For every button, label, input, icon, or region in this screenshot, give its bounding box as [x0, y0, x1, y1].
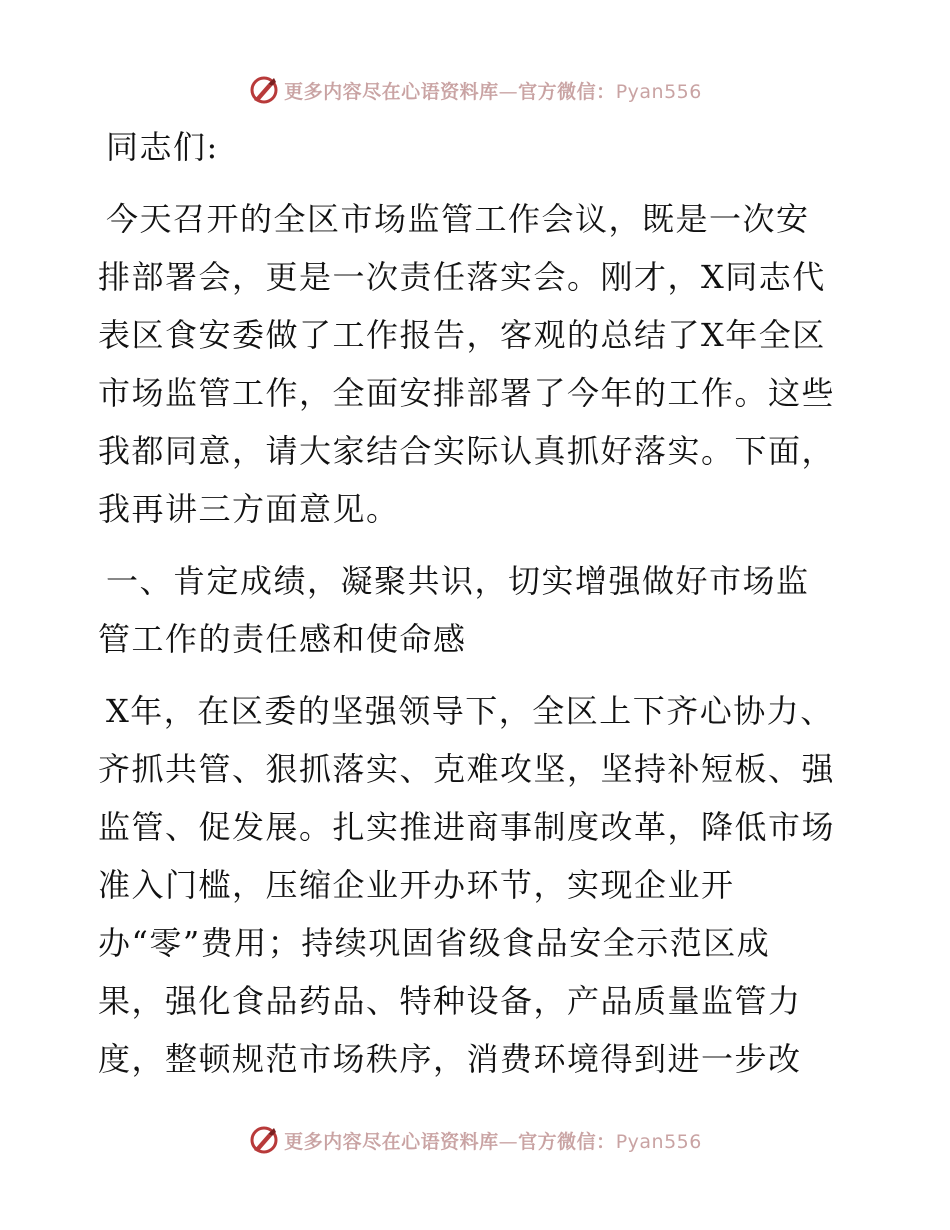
watermark-suffix: 官方微信： — [518, 1130, 616, 1153]
watermark-footer — [0, 1122, 950, 1158]
pen-seal-logo-icon — [248, 1124, 280, 1156]
section-heading-1 — [98, 552, 858, 668]
paragraph-achievements — [98, 682, 858, 1088]
watermark-suffix: 官方微信： — [518, 80, 616, 103]
paragraph-line: 我都同意，请大家结合实际认真抓好落实。下面， — [98, 432, 836, 470]
watermark-brand: 更多内容尽在心语资料库 — [284, 1130, 499, 1153]
paragraph-line: 排部署会，更是一次责任落实会。刚才，X同志代 — [98, 258, 826, 296]
paragraph-line: 办“零”费用；持续巩固省级食品安全示范区成 — [98, 924, 771, 962]
paragraph-line: 今天召开的全区市场监管工作会议，既是一次安 — [106, 200, 810, 238]
paragraph-opening — [98, 190, 858, 538]
watermark-brand: 更多内容尽在心语资料库 — [284, 80, 499, 103]
watermark-text — [284, 1127, 702, 1154]
document-body — [98, 118, 858, 1088]
paragraph-line: X年，在区委的坚强领导下，全区上下齐心协力、 — [106, 692, 834, 730]
heading-line: 管工作的责任感和使命感 — [98, 620, 467, 658]
watermark-header — [0, 72, 950, 108]
paragraph-line: 果，强化食品药品、特种设备，产品质量监管力 — [98, 982, 802, 1020]
paragraph-line: 我再讲三方面意见。 — [98, 490, 400, 528]
watermark-id: Pyan556 — [615, 80, 702, 103]
paragraph-line: 表区食安委做了工作报告，客观的总结了X年全区 — [98, 316, 826, 354]
heading-line: 一、肯定成绩，凝聚共识，切实增强做好市场监 — [106, 562, 810, 600]
paragraph-line: 度，整顿规范市场秩序，消费环境得到进一步改 — [98, 1040, 802, 1078]
paragraph-line: 齐抓共管、狠抓落实、克难攻坚，坚持补短板、强 — [98, 750, 836, 788]
paragraph-line: 监管、促发展。扎实推进商事制度改革，降低市场 — [98, 808, 836, 846]
watermark-text — [284, 77, 702, 104]
watermark-separator: — — [498, 80, 519, 103]
salutation: 同志们: — [106, 128, 219, 166]
paragraph-line: 市场监管工作，全面安排部署了今年的工作。这些 — [98, 374, 836, 412]
watermark-id: Pyan556 — [615, 1130, 702, 1153]
watermark-separator: — — [498, 1130, 519, 1153]
pen-seal-logo-icon — [248, 74, 280, 106]
paragraph-line: 准入门槛，压缩企业开办环节，实现企业开 — [98, 866, 735, 904]
